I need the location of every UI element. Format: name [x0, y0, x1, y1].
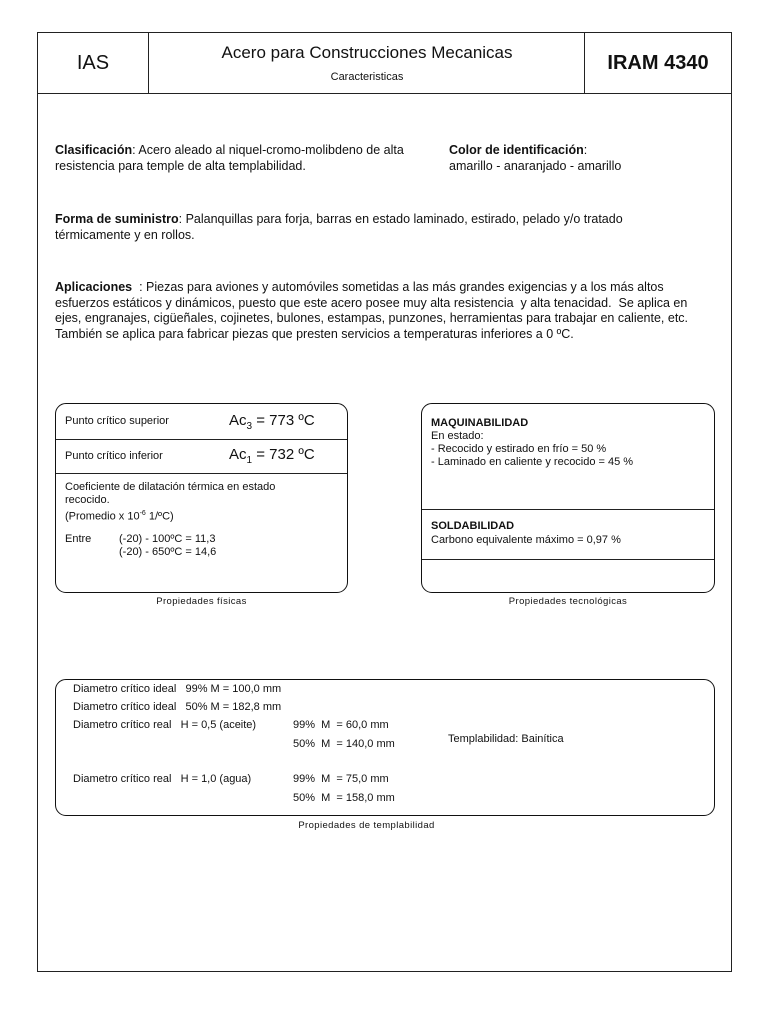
machinability-section [422, 404, 714, 510]
ac1-subscript: 1 [246, 455, 253, 466]
machinability-line-3: - Laminado en caliente y recocido = 45 % [431, 456, 634, 468]
coef-line-3: (Promedio x $10^{-6}$ 1/ºC) [65, 510, 174, 523]
physical-properties-box [55, 403, 348, 593]
document-subtitle: Caracteristicas [330, 71, 404, 83]
color-colon: : [583, 143, 588, 157]
critical-upper-label: Punto crítico superior [65, 415, 169, 427]
real-diameter-oil-label: Diametro crítico real H = 0,5 (aceite) [73, 719, 257, 731]
ac3-symbol: Ac [229, 412, 247, 429]
real-diameter-water-label: Diametro crítico real H = 1,0 (agua) [73, 773, 252, 785]
ideal-diameter-50: Diametro crítico ideal 50% M = 182,8 mm [73, 701, 282, 713]
coef-line-2: recocido. [65, 494, 110, 506]
critical-upper-row [56, 404, 347, 440]
ac1-value: = 732 ºC [252, 446, 315, 463]
machinability-line-1: En estado: [431, 430, 484, 442]
color-text: amarillo - anaranjado - amarillo [449, 158, 622, 173]
dilatation-ranges [119, 533, 216, 559]
color-paragraph [449, 143, 709, 174]
aplicaciones-text: : Piezas para aviones y automóviles sometidas a las más grandes exigencias y a los más altos esfuerzos estáticos y dinámicos, puesto que este acero posee muy alta resistencia y alta tenacidad. Se aplica en ejes, engranajes, cigüeñales, cojinetes, bulones, estampas, punzones, herramientas para trabajar en caliente, etc. También se aplica para fabricar piezas que presten servicios a temperaturas inferiores a 0 ºC. [55, 280, 692, 341]
ac1-symbol: Ac [229, 446, 247, 463]
header-center [148, 33, 586, 93]
suministro-label: Forma de suministro [55, 212, 179, 226]
document-title: Acero para Construcciones Mecanicas [221, 43, 513, 62]
weldability-line-1: Carbono equivalente máximo = 0,97 % [431, 534, 621, 546]
machinability-title: MAQUINABILIDAD [431, 417, 529, 429]
hardenability-note: Templabilidad: Bainítica [448, 733, 564, 745]
critical-lower-value [229, 446, 315, 466]
clasificacion-text: : Acero aleado al niquel-cromo-molibdeno de alta resistencia para temple de alta templabilidad. [55, 143, 404, 173]
weldability-title: SOLDABILIDAD [431, 520, 515, 532]
real-diameter-water-99: 99% M = 75,0 mm [293, 773, 389, 785]
header-org: IAS [38, 33, 149, 93]
clasificacion-label: Clasificación [55, 143, 133, 157]
real-diameter-oil-99: 99% M = 60,0 mm [293, 719, 389, 731]
real-diameter-water-50: 50% M = 158,0 mm [293, 792, 395, 804]
header [38, 33, 731, 94]
technological-properties-box [421, 403, 715, 593]
weldability-section [422, 509, 714, 560]
ac3-value: = 773 ºC [252, 412, 315, 429]
critical-lower-label: Punto crítico inferior [65, 450, 163, 462]
critical-lower-row [56, 439, 347, 474]
coef-line-1: Coeficiente de dilatación térmica en estado [65, 481, 276, 493]
standard-code: IRAM 4340 [584, 33, 731, 93]
aplicaciones-paragraph [55, 280, 715, 342]
range-2: (-20) - 650ºC = 14,6 [119, 546, 217, 558]
aplicaciones-label: Aplicaciones [55, 280, 133, 294]
technological-caption: Propiedades tecnológicas [508, 596, 628, 607]
ac3-subscript: 3 [246, 421, 253, 432]
real-diameter-oil-50: 50% M = 140,0 mm [293, 738, 395, 750]
suministro-paragraph [55, 212, 695, 243]
suministro-text: : Palanquillas para forja, barras en estado laminado, estirado, pelado y/o tratado térmicamente y en rollos. [55, 212, 623, 242]
machinability-line-2: - Recocido y estirado en frío = 50 % [431, 443, 607, 455]
critical-upper-value [229, 412, 315, 432]
color-label: Color de identificación [449, 143, 584, 157]
range-1: (-20) - 100ºC = 11,3 [119, 533, 216, 545]
ideal-diameter-99: Diametro crítico ideal 99% M = 100,0 mm [73, 683, 282, 695]
dilatation-coefficient [65, 481, 275, 524]
entre-label: Entre [65, 533, 92, 545]
physical-caption: Propiedades físicas [156, 596, 247, 607]
hardenability-box [55, 679, 715, 816]
hardenability-caption: Propiedades de templabilidad [298, 820, 435, 831]
clasificacion-paragraph [55, 143, 430, 174]
